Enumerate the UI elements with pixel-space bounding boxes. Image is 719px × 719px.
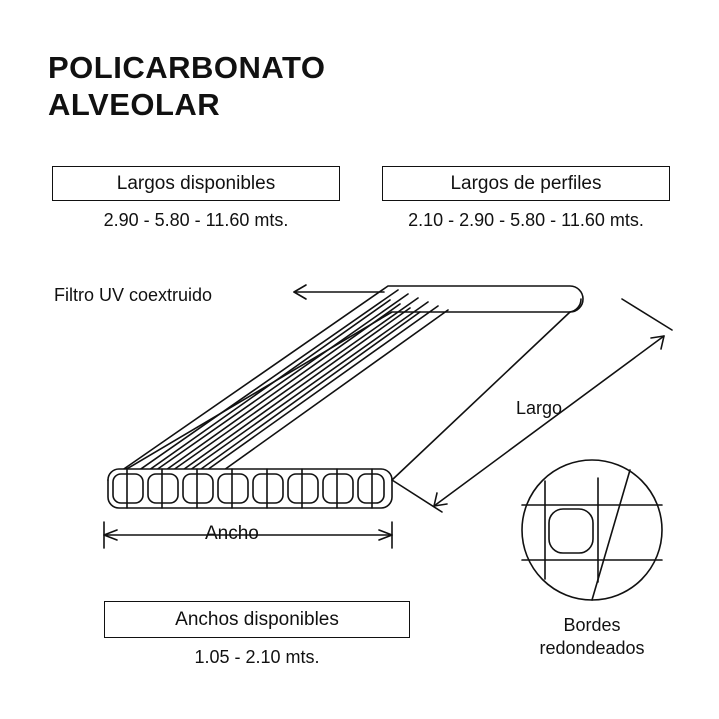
spec-value-anchos-disponibles: 1.05 - 2.10 mts. — [194, 647, 320, 667]
annotation-uv-filter: Filtro UV coextruido — [54, 285, 213, 305]
largo-extension-top — [622, 299, 672, 330]
title-line-2: ALVEOLAR — [48, 86, 221, 122]
largo-extension-bottom — [392, 480, 442, 512]
annotation-largo: Largo — [516, 398, 563, 418]
annotation-bordes-redondeados — [512, 614, 672, 659]
flute-line-lower-4 — [169, 312, 420, 492]
detail-circle — [522, 460, 662, 600]
sheet-front-face — [108, 480, 392, 508]
flute-line-lower-1 — [118, 300, 390, 492]
flute-line-top-1 — [125, 290, 398, 480]
flute-line-top-4 — [176, 302, 428, 480]
spec-label-largos-perfiles: Largos de perfiles — [450, 172, 602, 194]
spec-label-largos-disponibles: Largos disponibles — [116, 172, 276, 194]
annotation-bordes-line-1: Bordes — [563, 615, 621, 635]
flute-line-lower-2 — [135, 304, 400, 492]
spec-value-largos-perfiles: 2.10 - 2.90 - 5.80 - 11.60 mts. — [408, 210, 644, 230]
flute-line-top-5 — [193, 306, 438, 480]
title-line-1: POLICARBONATO — [48, 50, 326, 85]
flute-line-top-3 — [159, 298, 418, 480]
flute-line-top-2 — [142, 294, 408, 480]
spec-value-largos-disponibles: 2.90 - 5.80 - 11.60 mts. — [103, 210, 289, 230]
spec-label-anchos-disponibles: Anchos disponibles — [175, 608, 339, 630]
sheet-side-edge-bottom — [392, 312, 570, 480]
flute-line-lower-3 — [152, 308, 410, 492]
annotation-ancho: Ancho — [205, 523, 259, 544]
annotation-bordes-line-2: redondeados — [539, 637, 645, 658]
